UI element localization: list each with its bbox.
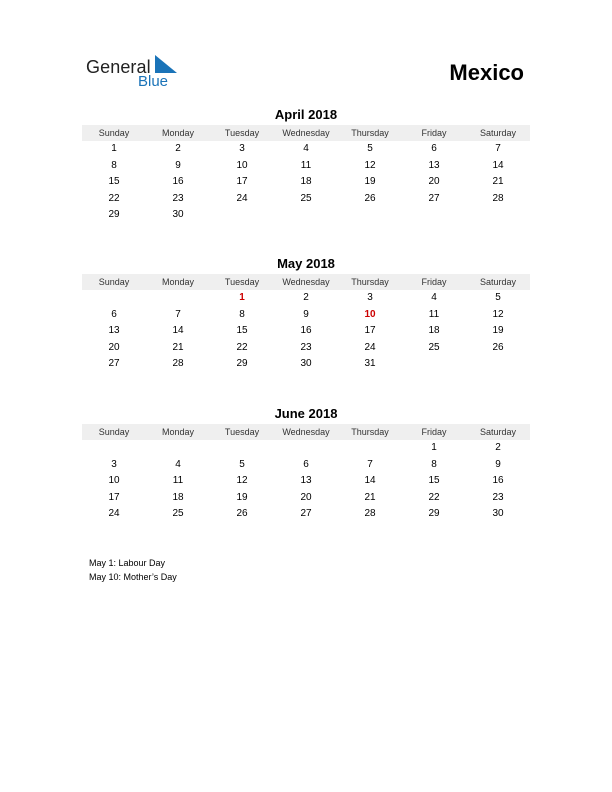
- weekday-label: Monday: [161, 277, 195, 287]
- day-cell: 10: [108, 475, 120, 487]
- weekday-label: Monday: [161, 128, 195, 138]
- day-cell: 16: [172, 176, 184, 188]
- day-cell: 2: [303, 292, 309, 303]
- day-cell: 16: [300, 325, 312, 337]
- day-cell: 19: [492, 325, 504, 337]
- day-cell: 3: [111, 458, 117, 470]
- day-cell: 22: [428, 491, 440, 503]
- day-cell: 7: [367, 458, 373, 470]
- month-calendar-april: [82, 107, 530, 224]
- day-cell: 24: [236, 192, 248, 204]
- day-cell: 13: [428, 159, 440, 171]
- day-cell: 3: [239, 143, 245, 154]
- day-cell: 5: [239, 458, 245, 470]
- day-cell: 4: [303, 143, 309, 154]
- day-cell: 29: [236, 358, 248, 370]
- week-row: [82, 506, 530, 523]
- day-cell: 25: [300, 192, 312, 204]
- week-row: [82, 473, 530, 490]
- day-cell: 12: [364, 159, 376, 171]
- weekday-label: Friday: [421, 427, 447, 437]
- day-cell: 10: [364, 308, 376, 320]
- day-cell: 24: [108, 508, 120, 520]
- weekday-label: Friday: [421, 277, 447, 287]
- day-cell: 2: [175, 143, 181, 154]
- empty-day-cell: [274, 440, 338, 457]
- week-row: [82, 207, 530, 224]
- day-cell: 23: [172, 192, 184, 204]
- day-cell: 31: [364, 358, 376, 370]
- day-cell: 19: [364, 176, 376, 188]
- day-cell: 30: [492, 508, 504, 520]
- day-cell: 20: [108, 341, 120, 353]
- day-cell: 11: [428, 308, 440, 320]
- day-cell: 18: [428, 325, 440, 337]
- month-calendar-june: [82, 406, 530, 523]
- week-row: [82, 174, 530, 191]
- empty-day-cell: [82, 290, 146, 307]
- day-cell: 4: [175, 458, 181, 470]
- empty-day-cell: [146, 440, 210, 457]
- day-cell: 6: [431, 143, 437, 154]
- week-row: [82, 356, 530, 373]
- day-cell: 11: [300, 159, 312, 171]
- day-cell: 15: [236, 325, 248, 337]
- week-row: [82, 340, 530, 357]
- day-cell: 17: [364, 325, 376, 337]
- day-cell: 7: [495, 143, 501, 154]
- day-cell: 5: [367, 143, 373, 154]
- day-cell: 22: [108, 192, 120, 204]
- month-title: June 2018: [274, 406, 338, 421]
- day-cell: 20: [428, 176, 440, 188]
- weekday-label: Wednesday: [282, 128, 330, 138]
- month-title: April 2018: [274, 107, 338, 122]
- empty-day-cell: [210, 207, 274, 224]
- day-cell: 4: [431, 292, 437, 303]
- week-row: [82, 191, 530, 208]
- day-cell: 22: [236, 341, 248, 353]
- week-row: [82, 440, 530, 457]
- weekday-label: Sunday: [98, 128, 130, 138]
- day-cell: 12: [236, 475, 248, 487]
- month-calendar-may: [82, 256, 530, 373]
- day-cell: 2: [495, 442, 501, 453]
- empty-day-cell: [402, 207, 466, 224]
- week-row: [82, 323, 530, 340]
- day-cell: 25: [428, 341, 440, 353]
- empty-day-cell: [146, 290, 210, 307]
- day-cell: 1: [431, 442, 437, 453]
- day-cell: 29: [108, 209, 120, 221]
- day-cell: 13: [300, 475, 312, 487]
- day-cell: 8: [111, 159, 117, 171]
- weekday-label: Tuesday: [224, 128, 260, 138]
- day-cell: 28: [364, 508, 376, 520]
- day-cell: 21: [172, 341, 184, 353]
- day-cell: 18: [300, 176, 312, 188]
- week-row: [82, 158, 530, 175]
- weekday-label: Thursday: [351, 277, 389, 287]
- day-cell: 27: [428, 192, 440, 204]
- month-title: May 2018: [277, 256, 335, 271]
- day-cell: 26: [492, 341, 504, 353]
- day-cell: 25: [172, 508, 184, 520]
- day-cell: 5: [495, 292, 501, 303]
- holiday-note: May 1: Labour Day: [89, 558, 166, 568]
- weekday-label: Sunday: [98, 277, 130, 287]
- weekday-label: Saturday: [479, 427, 517, 437]
- week-row: [82, 290, 530, 307]
- day-cell: 24: [364, 341, 376, 353]
- day-cell: 6: [303, 458, 309, 470]
- brand-blue: Blue: [138, 73, 169, 90]
- weekday-label: Monday: [161, 427, 195, 437]
- day-cell: 27: [300, 508, 312, 520]
- day-cell: 8: [239, 308, 245, 320]
- day-cell: 7: [175, 308, 181, 320]
- day-cell: 17: [236, 176, 248, 188]
- week-row: [82, 307, 530, 324]
- week-row: [82, 490, 530, 507]
- day-cell: 6: [111, 308, 117, 320]
- day-cell: 17: [108, 491, 120, 503]
- day-cell: 29: [428, 508, 440, 520]
- empty-day-cell: [338, 207, 402, 224]
- weekday-label: Sunday: [98, 427, 130, 437]
- day-cell: 9: [303, 308, 309, 320]
- brand-logo: [86, 55, 186, 91]
- brand-general: General: [86, 57, 151, 77]
- weekday-label: Wednesday: [282, 277, 330, 287]
- day-cell: 18: [172, 491, 184, 503]
- day-cell: 27: [108, 358, 120, 370]
- day-cell: 26: [236, 508, 248, 520]
- weekday-header-row: [82, 424, 530, 440]
- empty-day-cell: [338, 440, 402, 457]
- weekday-header-row: [82, 274, 530, 290]
- day-cell: 23: [492, 491, 504, 503]
- day-cell: 15: [108, 176, 120, 188]
- day-cell: 30: [300, 358, 312, 370]
- day-cell: 30: [172, 209, 184, 221]
- weekday-label: Thursday: [351, 427, 389, 437]
- day-cell: 19: [236, 491, 248, 503]
- day-cell: 16: [492, 475, 504, 487]
- day-cell: 14: [492, 159, 504, 171]
- day-cell: 21: [492, 176, 504, 188]
- day-cell: 14: [364, 475, 376, 487]
- weekday-label: Wednesday: [282, 427, 330, 437]
- day-cell: 9: [495, 458, 501, 470]
- day-cell: 28: [172, 358, 184, 370]
- empty-day-cell: [274, 207, 338, 224]
- logo-triangle-icon: [155, 55, 177, 73]
- holiday-notes: [89, 556, 177, 584]
- day-cell: 12: [492, 308, 504, 320]
- day-cell: 8: [431, 458, 437, 470]
- day-cell: 26: [364, 192, 376, 204]
- weekday-label: Tuesday: [224, 427, 260, 437]
- country-title: Mexico: [449, 60, 524, 85]
- weekday-label: Saturday: [479, 128, 517, 138]
- empty-day-cell: [210, 440, 274, 457]
- week-row: [82, 457, 530, 474]
- weekday-label: Thursday: [351, 128, 389, 138]
- day-cell: 9: [175, 159, 181, 171]
- weekday-header-row: [82, 125, 530, 141]
- day-cell: 14: [172, 325, 184, 337]
- day-cell: 11: [172, 475, 184, 487]
- day-cell: 21: [364, 491, 376, 503]
- weekday-label: Friday: [421, 128, 447, 138]
- week-row: [82, 141, 530, 158]
- day-cell: 1: [111, 143, 117, 154]
- empty-day-cell: [466, 356, 530, 373]
- day-cell: 23: [300, 341, 312, 353]
- weekday-label: Saturday: [479, 277, 517, 287]
- day-cell: 13: [108, 325, 120, 337]
- day-cell: 15: [428, 475, 440, 487]
- day-cell: 28: [492, 192, 504, 204]
- day-cell: 20: [300, 491, 312, 503]
- empty-day-cell: [402, 356, 466, 373]
- holiday-note: May 10: Mother’s Day: [89, 572, 177, 582]
- day-cell: 3: [367, 292, 373, 303]
- day-cell: 10: [236, 159, 248, 171]
- empty-day-cell: [82, 440, 146, 457]
- day-cell: 1: [239, 292, 245, 303]
- empty-day-cell: [466, 207, 530, 224]
- weekday-label: Tuesday: [224, 277, 260, 287]
